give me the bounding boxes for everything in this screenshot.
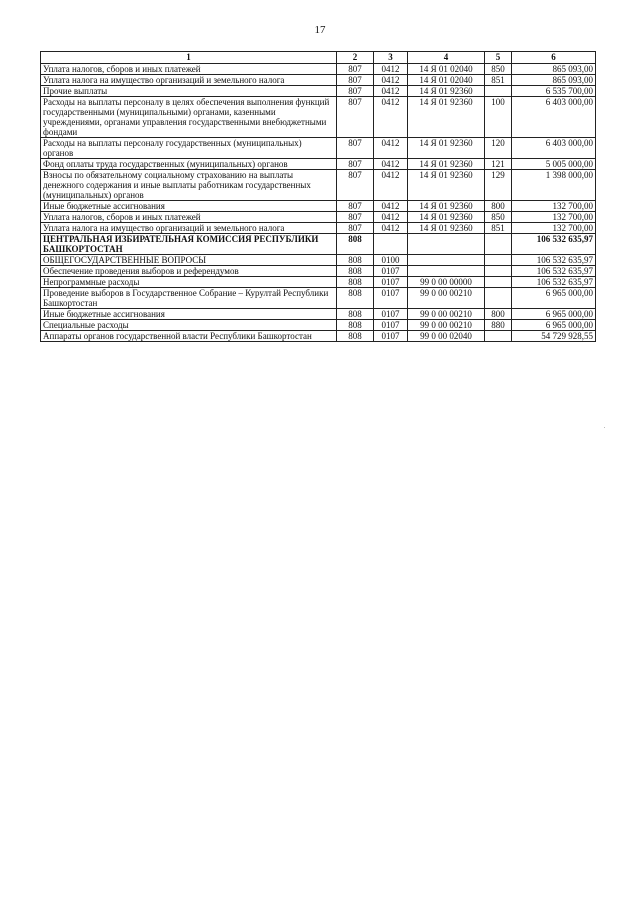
row-code-5: 120 (485, 138, 512, 159)
row-code-3: 0412 (374, 201, 408, 212)
row-code-5: 851 (485, 223, 512, 234)
table-row (41, 234, 596, 255)
row-code-3 (374, 234, 408, 255)
row-amount: 1 398 000,00 (512, 170, 596, 201)
table-row (41, 255, 596, 266)
row-code-4: 14 Я 01 92360 (408, 86, 485, 97)
row-name: Аппараты органов государственной власти Республики Башкортостан (41, 331, 337, 342)
row-name: Иные бюджетные ассигнования (41, 201, 337, 212)
row-code-5 (485, 255, 512, 266)
row-code-3: 0107 (374, 288, 408, 309)
row-code-2: 807 (337, 212, 374, 223)
row-name: Фонд оплаты труда государственных (муниципальных) органов (41, 159, 337, 170)
row-code-3: 0107 (374, 277, 408, 288)
row-code-3: 0412 (374, 64, 408, 75)
table-row (41, 288, 596, 309)
row-code-5: 851 (485, 75, 512, 86)
row-code-4: 14 Я 01 02040 (408, 64, 485, 75)
row-code-5 (485, 266, 512, 277)
row-name: Иные бюджетные ассигнования (41, 309, 337, 320)
row-code-3: 0412 (374, 75, 408, 86)
row-code-4 (408, 234, 485, 255)
table-row (41, 212, 596, 223)
row-code-3: 0412 (374, 170, 408, 201)
row-code-3: 0412 (374, 86, 408, 97)
row-code-3: 0412 (374, 159, 408, 170)
row-amount: 106 532 635,97 (512, 234, 596, 255)
column-header: 4 (408, 52, 485, 64)
row-code-5: 129 (485, 170, 512, 201)
row-name: Непрограммные расходы (41, 277, 337, 288)
row-code-2: 808 (337, 277, 374, 288)
row-code-2: 808 (337, 288, 374, 309)
row-amount: 6 965 000,00 (512, 288, 596, 309)
row-code-4: 14 Я 01 92360 (408, 159, 485, 170)
table-row (41, 75, 596, 86)
row-code-5: 800 (485, 201, 512, 212)
row-code-3: 0412 (374, 223, 408, 234)
row-code-5: 800 (485, 309, 512, 320)
row-code-4: 14 Я 01 92360 (408, 138, 485, 159)
row-name: Уплата налога на имущество организаций и земельного налога (41, 223, 337, 234)
table-row (41, 97, 596, 138)
row-code-5 (485, 86, 512, 97)
row-code-5: 850 (485, 64, 512, 75)
row-code-2: 807 (337, 75, 374, 86)
row-code-5 (485, 277, 512, 288)
row-amount: 132 700,00 (512, 201, 596, 212)
row-code-2: 807 (337, 223, 374, 234)
table-row (41, 201, 596, 212)
row-code-4: 99 0 00 00210 (408, 320, 485, 331)
row-code-5 (485, 288, 512, 309)
row-amount: 5 005 000,00 (512, 159, 596, 170)
table-row (41, 266, 596, 277)
row-amount: 106 532 635,97 (512, 266, 596, 277)
table-row (41, 320, 596, 331)
row-name: Уплата налогов, сборов и иных платежей (41, 212, 337, 223)
scan-speck (604, 427, 605, 428)
column-header: 1 (41, 52, 337, 64)
row-code-4: 99 0 00 00000 (408, 277, 485, 288)
row-code-4: 14 Я 01 92360 (408, 170, 485, 201)
row-name: Расходы на выплаты персоналу в целях обеспечения выполнения функций государственными (муниципальными) органами, казенными учреждениями, органами управления государственными внебюджетными фондами (41, 97, 337, 138)
column-header: 6 (512, 52, 596, 64)
row-code-4: 99 0 00 00210 (408, 288, 485, 309)
table-row (41, 331, 596, 342)
row-name: ЦЕНТРАЛЬНАЯ ИЗБИРАТЕЛЬНАЯ КОМИССИЯ РЕСПУБЛИКИ БАШКОРТОСТАН (41, 234, 337, 255)
row-code-4: 99 0 00 00210 (408, 309, 485, 320)
row-code-2: 808 (337, 234, 374, 255)
table-row (41, 277, 596, 288)
row-amount: 106 532 635,97 (512, 277, 596, 288)
row-code-2: 808 (337, 331, 374, 342)
row-name: Взносы по обязательному социальному страхованию на выплаты денежного содержания и иные выплаты работникам государственных (муниципальных) органов (41, 170, 337, 201)
row-code-2: 808 (337, 266, 374, 277)
row-name: Прочие выплаты (41, 86, 337, 97)
row-code-5 (485, 331, 512, 342)
row-code-4: 99 0 00 02040 (408, 331, 485, 342)
row-code-3: 0412 (374, 97, 408, 138)
row-code-3: 0107 (374, 309, 408, 320)
row-code-2: 808 (337, 309, 374, 320)
row-code-2: 807 (337, 86, 374, 97)
row-code-2: 807 (337, 170, 374, 201)
row-amount: 6 403 000,00 (512, 97, 596, 138)
row-code-3: 0107 (374, 331, 408, 342)
row-code-5: 880 (485, 320, 512, 331)
row-name: Расходы на выплаты персоналу государственных (муниципальных) органов (41, 138, 337, 159)
row-code-4: 14 Я 01 92360 (408, 212, 485, 223)
row-code-3: 0107 (374, 320, 408, 331)
row-amount: 132 700,00 (512, 223, 596, 234)
row-amount: 54 729 928,55 (512, 331, 596, 342)
row-code-2: 807 (337, 201, 374, 212)
column-header: 2 (337, 52, 374, 64)
row-amount: 6 965 000,00 (512, 309, 596, 320)
table-row (41, 86, 596, 97)
row-name: Специальные расходы (41, 320, 337, 331)
row-code-4: 14 Я 01 92360 (408, 223, 485, 234)
row-code-5: 850 (485, 212, 512, 223)
row-code-4 (408, 255, 485, 266)
row-code-3: 0412 (374, 138, 408, 159)
page-number: 17 (314, 24, 326, 36)
table-row (41, 223, 596, 234)
row-code-5 (485, 234, 512, 255)
row-code-2: 807 (337, 138, 374, 159)
table-row (41, 170, 596, 201)
row-code-4: 14 Я 01 92360 (408, 97, 485, 138)
table-row (41, 138, 596, 159)
row-name: ОБЩЕГОСУДАРСТВЕННЫЕ ВОПРОСЫ (41, 255, 337, 266)
row-code-4: 14 Я 01 02040 (408, 75, 485, 86)
row-code-2: 807 (337, 159, 374, 170)
table-row (41, 309, 596, 320)
column-header: 5 (485, 52, 512, 64)
budget-table (40, 51, 596, 342)
row-code-5: 100 (485, 97, 512, 138)
row-amount: 6 965 000,00 (512, 320, 596, 331)
row-code-2: 807 (337, 64, 374, 75)
row-code-2: 808 (337, 320, 374, 331)
row-name: Обеспечение проведения выборов и референдумов (41, 266, 337, 277)
row-amount: 865 093,00 (512, 64, 596, 75)
row-amount: 132 700,00 (512, 212, 596, 223)
row-name: Уплата налогов, сборов и иных платежей (41, 64, 337, 75)
table-header-row (41, 52, 596, 64)
row-amount: 865 093,00 (512, 75, 596, 86)
row-code-4: 14 Я 01 92360 (408, 201, 485, 212)
row-code-3: 0100 (374, 255, 408, 266)
table-row (41, 159, 596, 170)
column-header: 3 (374, 52, 408, 64)
row-code-5: 121 (485, 159, 512, 170)
row-code-2: 807 (337, 97, 374, 138)
table-row (41, 64, 596, 75)
row-name: Проведение выборов в Государственное Собрание – Курултай Республики Башкортостан (41, 288, 337, 309)
row-code-4 (408, 266, 485, 277)
row-code-3: 0412 (374, 212, 408, 223)
row-code-2: 808 (337, 255, 374, 266)
row-code-3: 0107 (374, 266, 408, 277)
row-amount: 6 535 700,00 (512, 86, 596, 97)
row-name: Уплата налога на имущество организаций и земельного налога (41, 75, 337, 86)
row-amount: 106 532 635,97 (512, 255, 596, 266)
row-amount: 6 403 000,00 (512, 138, 596, 159)
